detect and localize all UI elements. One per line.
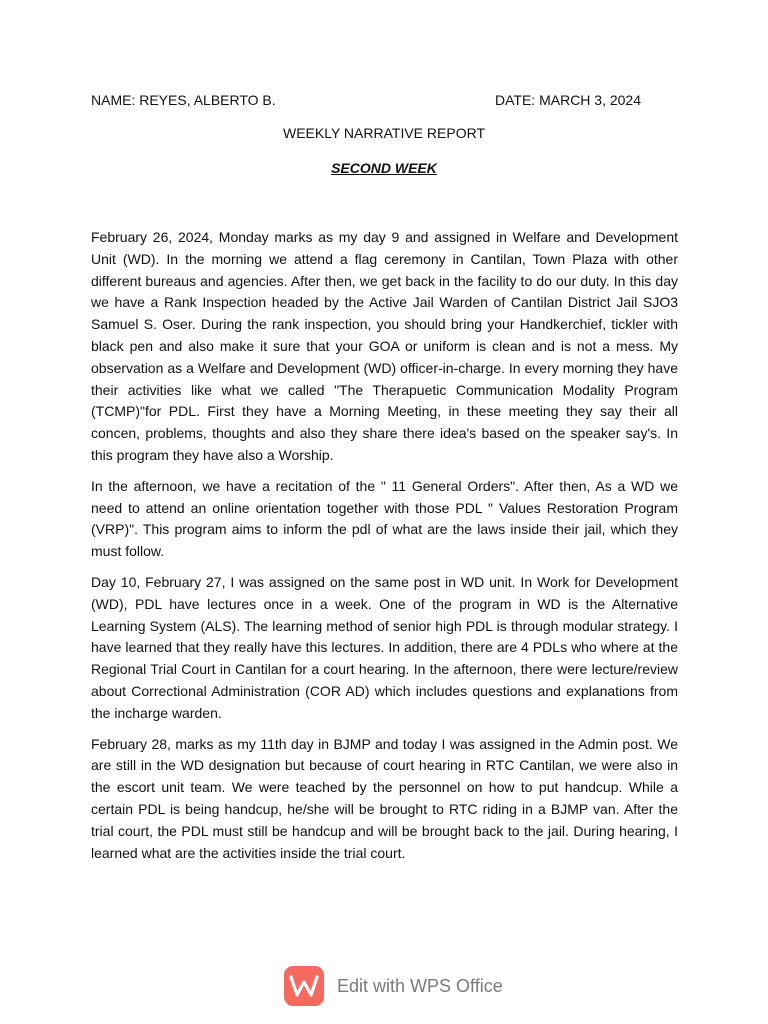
paragraph-2: In the afternoon, we have a recitation of the " 11 General Orders". After then, As a WD we need to attend an online orientation together with those PDL " Values Restoration Program (VRP)". This program aims to inform the pdl of what are the laws inside their jail, which they must follow. bbox=[91, 477, 678, 560]
paragraph-4: February 28, marks as my 11th day in BJMP and today I was assigned in the Admin post. We are still in the WD designation but because of court hearing in RTC Cantilan, we were also in the escort unit team. We were teached by the personnel on how to put handcup. While a certain PDL is being handcup, he/she will be brought to RTC riding in a BJMP van. After the trial court, the PDL must still be handcup and will be brought back to the jail. During hearing, I learned what are the activities inside the trial court. bbox=[91, 735, 678, 861]
report-date: DATE: MARCH 3, 2024 bbox=[495, 92, 642, 108]
report-title: WEEKLY NARRATIVE REPORT bbox=[282, 125, 485, 141]
report-subtitle: SECOND WEEK bbox=[331, 160, 437, 176]
header-row bbox=[91, 92, 651, 112]
wps-w-glyph bbox=[289, 974, 319, 998]
paragraph-1: February 26, 2024, Monday marks as my day 9 and assigned in Welfare and Development Unit (WD). In the morning we attend a flag ceremony in Cantilan, Town Plaza with other different bureaus and agencies. After then, we get back in the facility to do our duty. In this day we have a Rank Inspection headed by the Active Jail Warden of Cantilan District Jail SJO3 Samuel S. Oser. During the rank inspection, you should bring your Handkerchief, tickler with black pen and also make it sure that your GOA or uniform is clean and is not a mess. My observation as a Welfare and Development (WD) officer-in-charge. In every morning they have their activities like what we called "The Therapuetic Communication Modality Program (TCMP)"for PDL. First they have a Morning Meeting, in these meeting they say their all concen, problems, thoughts and also they share there idea's based on the speaker say's. In this program they have also a Worship. bbox=[91, 229, 678, 463]
student-name: NAME: REYES, ALBERTO B. bbox=[91, 92, 276, 108]
wps-edit-banner[interactable] bbox=[284, 966, 503, 1006]
edit-with-wps-link[interactable]: Edit with WPS Office bbox=[337, 975, 503, 996]
paragraph-3: Day 10, February 27, I was assigned on the same post in WD unit. In Work for Development (WD), PDL have lectures once in a week. One of the program in WD is the Alternative Learning System (ALS). The learning method of senior high PDL is through modular strategy. I have learned that they really have this lectures. In addition, there are 4 PDLs who where at the Regional Trial Court in Cantilan for a court hearing. In the afternoon, there were lecture/review about Correctional Administration (COR AD) which includes questions and explanations from the incharge warden. bbox=[91, 573, 678, 721]
report-body bbox=[91, 227, 678, 873]
wps-office-icon bbox=[284, 966, 324, 1006]
